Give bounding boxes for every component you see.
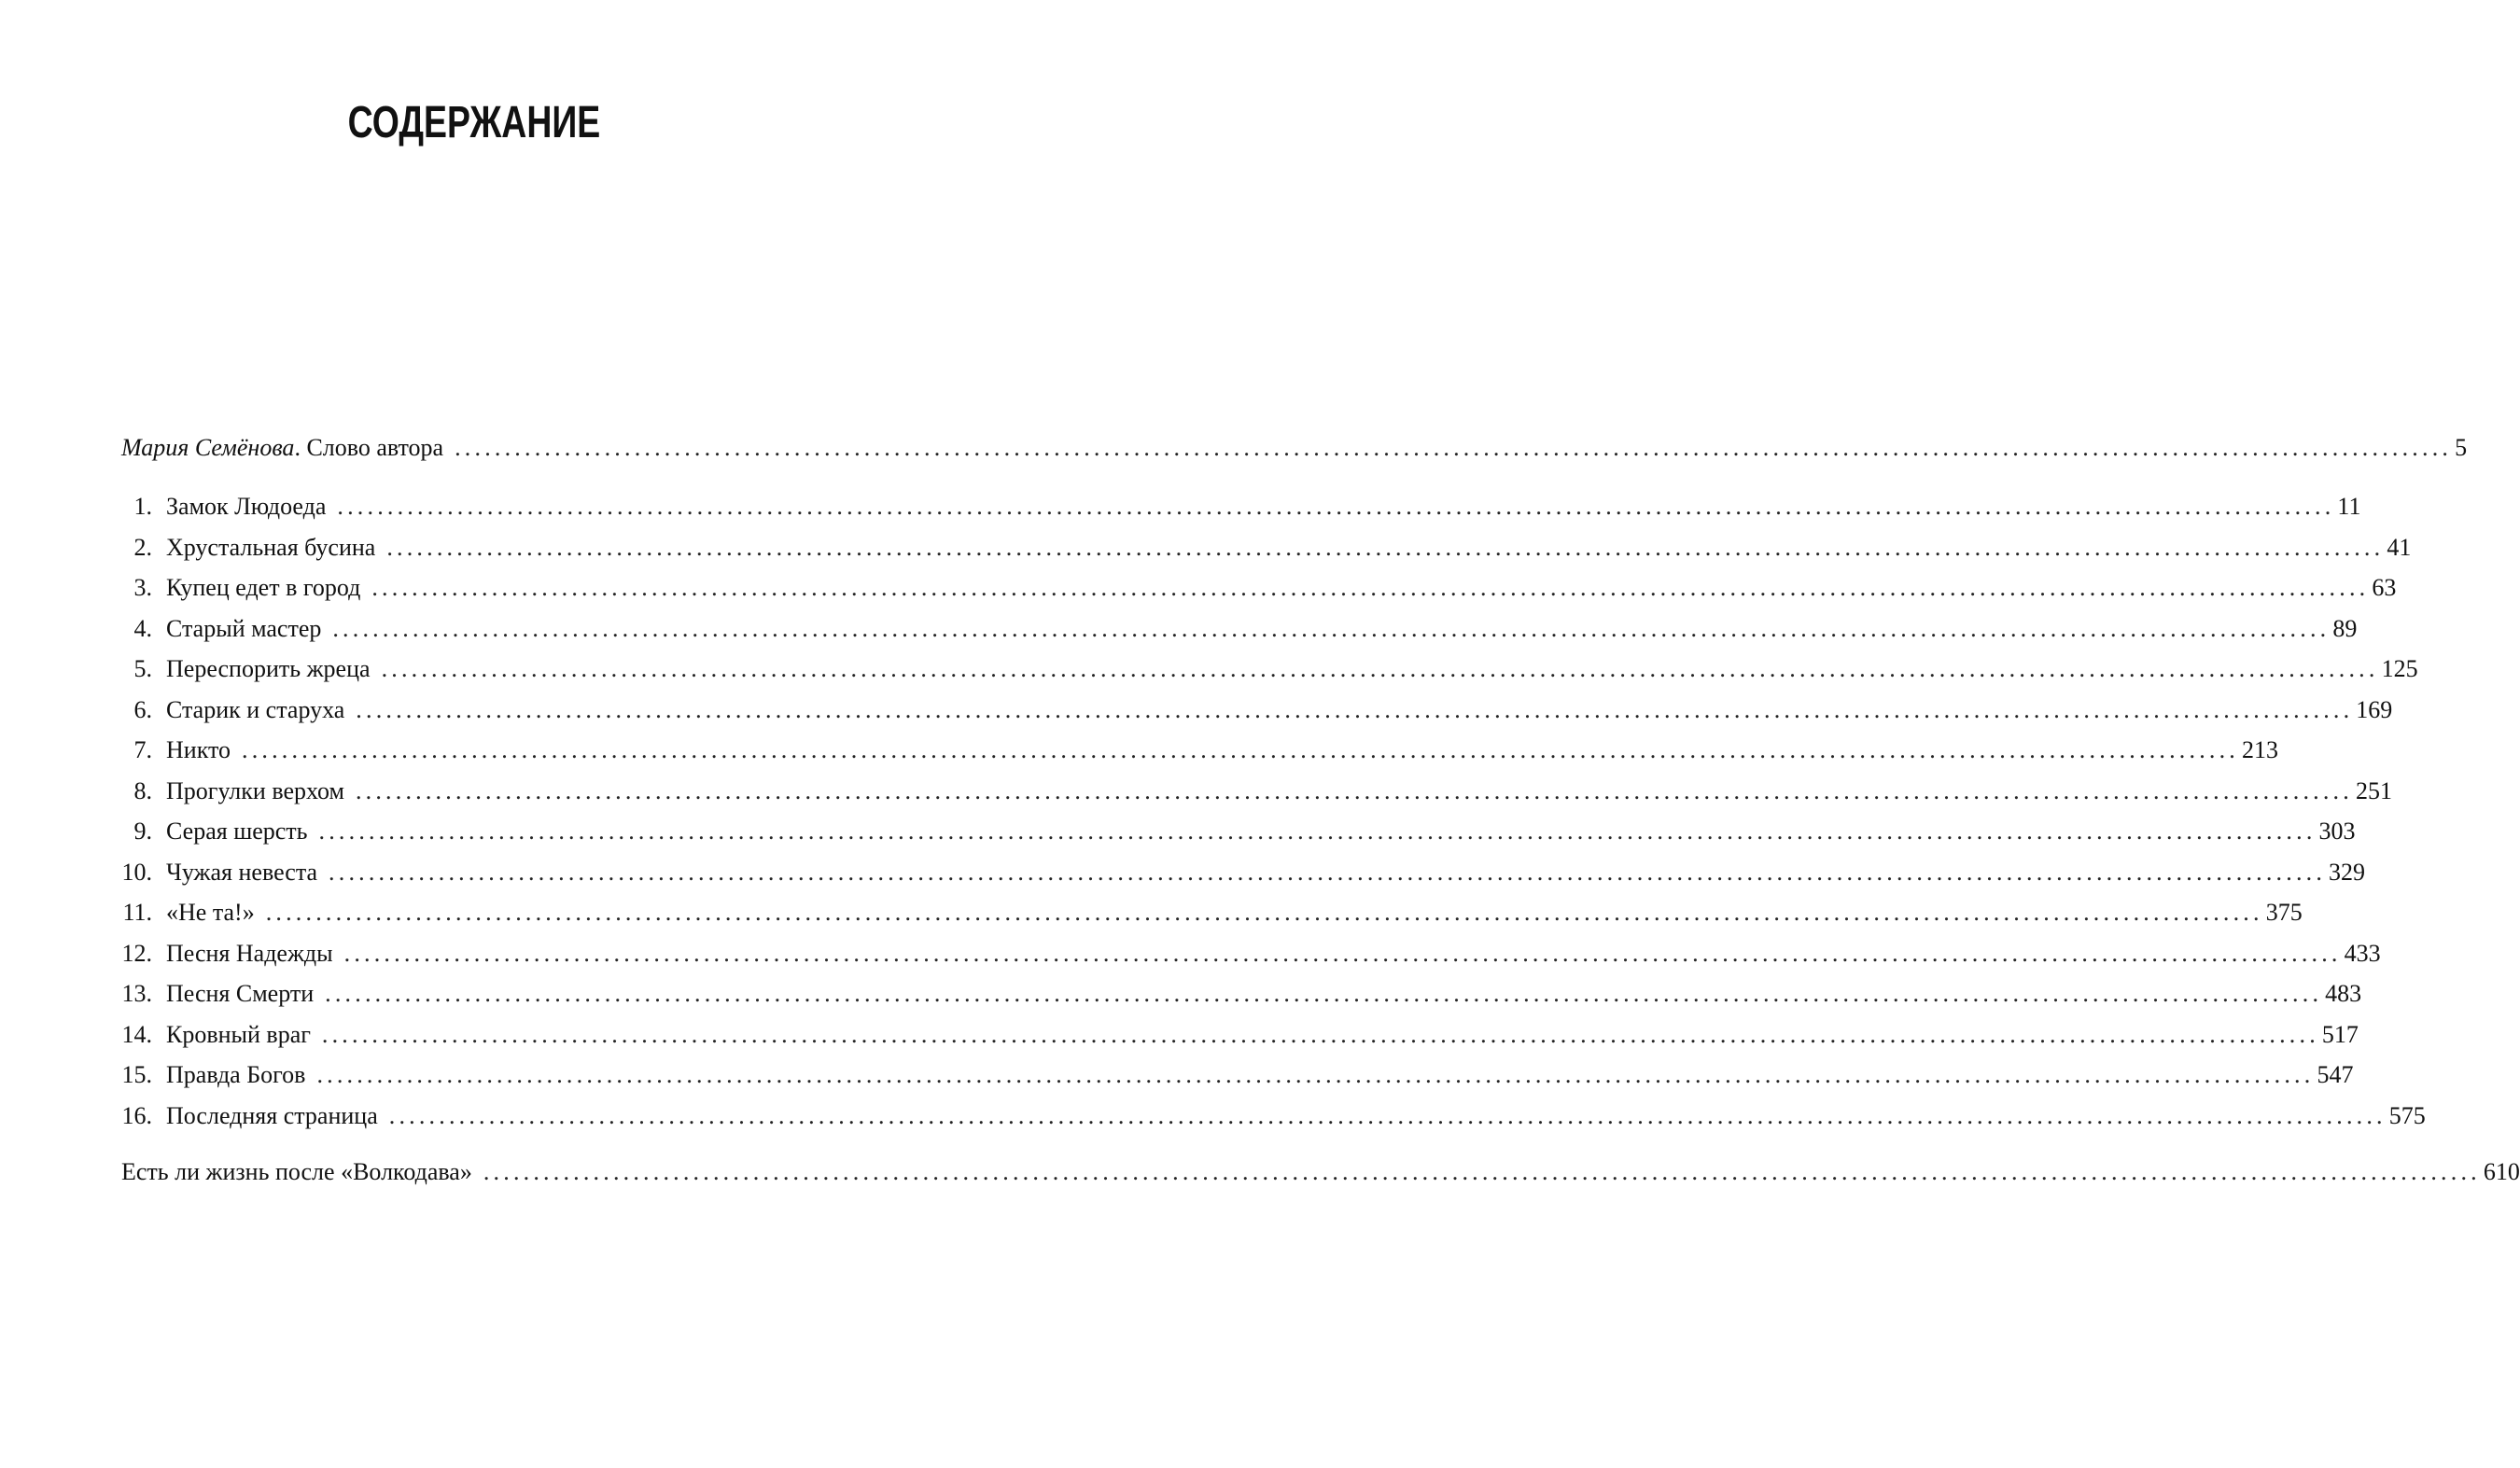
chapter-number: 14. xyxy=(121,1020,152,1048)
page-number: 610 xyxy=(2483,1158,2520,1185)
page-number: 433 xyxy=(2344,939,2381,967)
toc-entry-chapter[interactable] xyxy=(121,856,2366,889)
chapter-number: 9. xyxy=(133,818,152,845)
dot-leader: ........................................................................................................................................................................................................ xyxy=(386,533,2385,561)
chapter-title: Песня Надежды xyxy=(166,939,333,967)
chapter-title: Никто xyxy=(166,736,231,763)
page-number: 5 xyxy=(2455,434,2468,461)
page-number: 63 xyxy=(2372,574,2397,601)
page-number: 89 xyxy=(2332,614,2358,642)
chapter-number: 1. xyxy=(133,493,152,520)
page-number: 547 xyxy=(2317,1061,2354,1088)
chapter-number: 10. xyxy=(121,858,152,886)
toc-entry-chapter[interactable] xyxy=(121,1058,2354,1092)
toc-entry-chapter[interactable] xyxy=(121,937,2381,971)
dot-leader: ........................................................................................................................................................................................................ xyxy=(316,1061,2315,1088)
dot-leader: ........................................................................................................................................................................................................ xyxy=(381,655,2379,682)
page-number: 41 xyxy=(2387,533,2412,561)
toc-entry-chapter[interactable] xyxy=(121,612,2358,646)
dot-leader: ........................................................................................................................................................................................................ xyxy=(321,1020,2319,1048)
page-number: 11 xyxy=(2337,493,2361,520)
dot-leader: ........................................................................................................................................................................................................ xyxy=(242,736,2239,763)
toc-entry-afterword[interactable] xyxy=(121,1155,2520,1189)
toc-entry-chapter[interactable] xyxy=(121,775,2392,808)
chapter-number: 16. xyxy=(121,1101,152,1129)
dot-leader: ........................................................................................................................................................................................................ xyxy=(355,776,2353,804)
toc-entry-chapter[interactable] xyxy=(121,531,2412,565)
toc-entry-chapter[interactable] xyxy=(121,1099,2426,1133)
toc-entry-chapter[interactable] xyxy=(121,815,2356,848)
page-number: 575 xyxy=(2388,1101,2426,1129)
chapter-title: Переспорить жреца xyxy=(166,655,371,682)
toc-entry-chapter[interactable] xyxy=(121,977,2362,1011)
dot-leader: ........................................................................................................................................................................................................ xyxy=(343,939,2342,967)
chapter-title: Серая шерсть xyxy=(166,818,308,845)
page-number: 213 xyxy=(2242,736,2278,763)
preface-title: Слово автора xyxy=(300,434,444,461)
toc-entry-chapter[interactable] xyxy=(121,490,2361,524)
chapter-title: Последняя страница xyxy=(166,1101,378,1129)
dot-leader: ........................................................................................................................................................................................................ xyxy=(337,493,2335,520)
dot-leader: ........................................................................................................................................................................................................ xyxy=(329,858,2327,886)
page-number: 329 xyxy=(2329,858,2366,886)
chapter-number: 13. xyxy=(121,980,152,1007)
page-number: 125 xyxy=(2381,655,2418,682)
chapter-title: Хрустальная бусина xyxy=(166,533,376,561)
author-suffix: . xyxy=(294,434,301,461)
dot-leader: ........................................................................................................................................................................................................ xyxy=(455,434,2453,461)
chapter-title: Песня Смерти xyxy=(166,980,315,1007)
chapter-title: Прогулки верхом xyxy=(166,776,344,804)
chapter-number: 3. xyxy=(133,574,152,601)
chapter-number: 2. xyxy=(133,533,152,561)
chapter-title: Кровный враг xyxy=(166,1020,311,1048)
page-number: 375 xyxy=(2265,899,2303,926)
page-title: СОДЕРЖАНИЕ xyxy=(347,98,601,147)
chapter-title: Купец едет в город xyxy=(166,574,361,601)
toc-entry-chapter[interactable] xyxy=(121,734,2278,767)
chapter-number: 4. xyxy=(133,614,152,642)
page-number: 483 xyxy=(2325,980,2362,1007)
entry-title: Есть ли жизнь после «Волкодава» xyxy=(121,1158,472,1185)
dot-leader: ........................................................................................................................................................................................................ xyxy=(388,1101,2387,1129)
dot-leader: ........................................................................................................................................................................................................ xyxy=(332,614,2331,642)
author-name: Мария Семёнова xyxy=(121,434,295,461)
dot-leader: ........................................................................................................................................................................................................ xyxy=(371,574,2370,601)
chapter-number: 15. xyxy=(121,1061,152,1088)
dot-leader: ........................................................................................................................................................................................................ xyxy=(265,899,2263,926)
chapter-title: «Не та!» xyxy=(166,899,255,926)
chapter-title: Чужая невеста xyxy=(166,858,318,886)
toc-entry-chapter[interactable] xyxy=(121,1018,2359,1052)
chapter-number: 7. xyxy=(133,736,152,763)
toc-entry-chapter[interactable] xyxy=(121,693,2393,727)
toc-entry-chapter[interactable] xyxy=(121,896,2303,930)
dot-leader: ........................................................................................................................................................................................................ xyxy=(356,695,2354,723)
chapter-title: Старый мастер xyxy=(166,614,322,642)
chapter-number: 6. xyxy=(133,695,152,723)
page-number: 303 xyxy=(2318,818,2356,845)
page-number: 169 xyxy=(2356,695,2393,723)
chapter-title: Замок Людоеда xyxy=(166,493,327,520)
chapter-number: 12. xyxy=(121,939,152,967)
toc-entry-chapter[interactable] xyxy=(121,571,2397,605)
toc-entry-chapter[interactable] xyxy=(121,652,2418,686)
dot-leader: ........................................................................................................................................................................................................ xyxy=(318,818,2317,845)
page-number: 517 xyxy=(2321,1020,2359,1048)
entry-title xyxy=(121,431,443,465)
chapter-number: 5. xyxy=(133,655,152,682)
toc-entry-preface[interactable] xyxy=(121,431,2468,465)
dot-leader: ........................................................................................................................................................................................................ xyxy=(483,1158,2481,1185)
dot-leader: ........................................................................................................................................................................................................ xyxy=(325,980,2323,1007)
page-number: 251 xyxy=(2355,776,2392,804)
chapter-number: 8. xyxy=(133,776,152,804)
chapter-title: Правда Богов xyxy=(166,1061,306,1088)
chapter-title: Старик и старуха xyxy=(166,695,345,723)
chapter-number: 11. xyxy=(122,899,152,926)
